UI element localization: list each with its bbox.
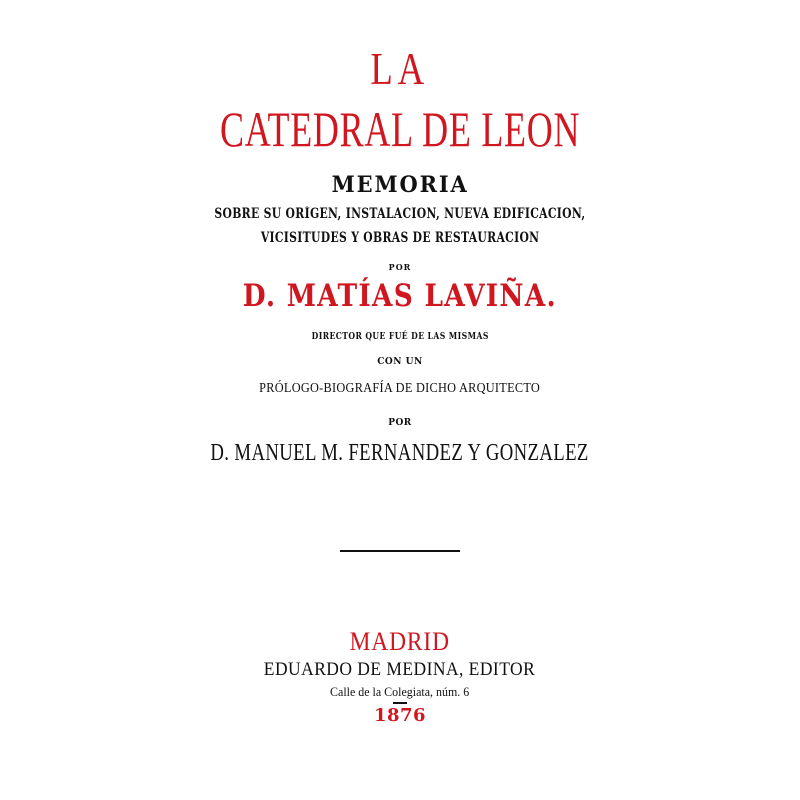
description-line-2: VICISITUDES Y OBRAS DE RESTAURACION [260, 230, 540, 246]
divider-rule [340, 550, 460, 552]
year-dash [393, 702, 407, 704]
imprint-address: Calle de la Colegiata, núm. 6 [330, 684, 470, 699]
imprint-year: 1876 [373, 705, 427, 726]
author-name: D. MATÍAS LAVIÑA. [242, 278, 558, 314]
imprint-city: MADRID [349, 627, 451, 656]
imprint-publisher: EDUARDO DE MEDINA, EDITOR [264, 659, 536, 680]
prologue-line: PRÓLOGO-BIOGRAFÍA DE DICHO ARQUITECTO [259, 381, 541, 396]
author-role: DIRECTOR QUE FUÉ DE LAS MISMAS [311, 332, 489, 342]
title-line-2: CATEDRAL DE LEON [219, 101, 581, 157]
prologue-author: D. MANUEL M. FERNANDEZ Y GONZALEZ [210, 440, 590, 466]
by-label-1: POR [388, 262, 412, 272]
by-label-2: POR [388, 418, 412, 428]
subtitle: MEMORIA [331, 172, 469, 198]
with-a-label: CON UN [377, 357, 423, 367]
description-line-1: SOBRE SU ORÍGEN, INSTALACION, NUEVA EDIFICACION, [214, 206, 586, 222]
title-line-1: LA [370, 43, 430, 94]
